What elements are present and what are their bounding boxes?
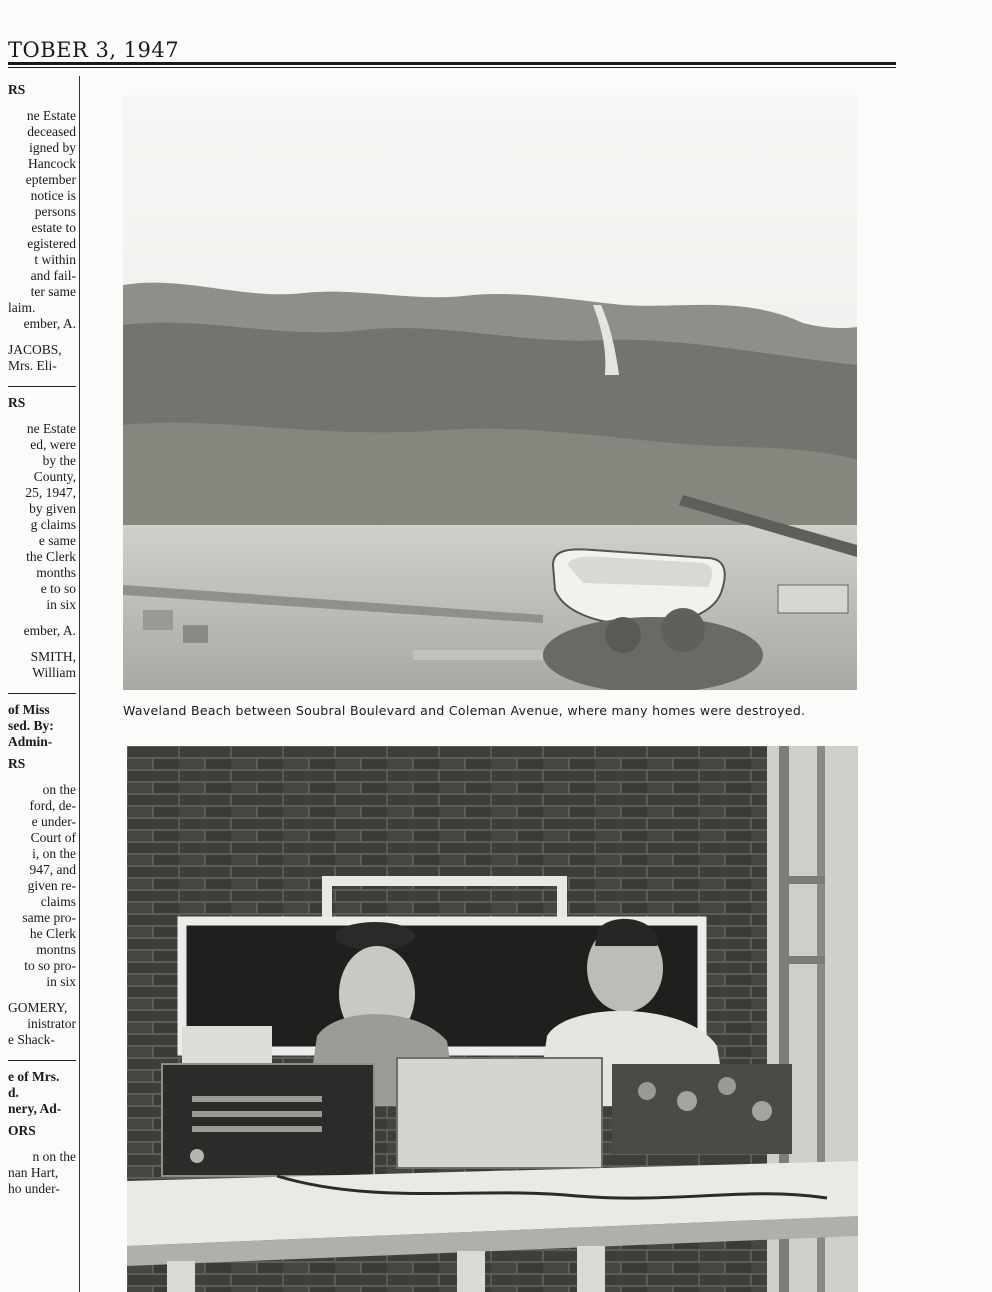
notice-line: ho under- bbox=[8, 1181, 60, 1196]
notice-title-line: Admin- bbox=[8, 734, 53, 749]
notice-line: e Shack- bbox=[8, 1032, 55, 1047]
notice-title-line: sed. By: bbox=[8, 718, 54, 733]
notice-line: Mrs. Eli- bbox=[8, 358, 57, 373]
notice-line: eptember bbox=[25, 172, 76, 187]
notice-line: ter same bbox=[30, 284, 76, 299]
notice-line: montns bbox=[36, 942, 76, 957]
notice-line: egistered bbox=[27, 236, 76, 251]
notice-divider bbox=[8, 386, 76, 387]
notice-line: nan Hart, bbox=[8, 1165, 59, 1180]
notice-line: ford, de- bbox=[29, 798, 76, 813]
notice-spacer bbox=[8, 332, 76, 342]
notice-line: by given bbox=[29, 501, 76, 516]
photo-waveland-beach bbox=[123, 95, 857, 690]
notice-spacer bbox=[8, 639, 76, 649]
notice-line: igned by bbox=[29, 140, 76, 155]
notice-line: inistrator bbox=[27, 1016, 76, 1031]
notice-title-line: e of Mrs. bbox=[8, 1069, 60, 1084]
notice-line: ed, were bbox=[30, 437, 76, 452]
notice-divider bbox=[8, 693, 76, 694]
notice-line: Hancock bbox=[28, 156, 76, 171]
notice-line: William bbox=[32, 665, 76, 680]
notice-line: persons bbox=[34, 204, 76, 219]
notice-line: claims bbox=[40, 894, 76, 909]
legal-notices-column bbox=[8, 76, 76, 1292]
notice-spacer bbox=[8, 613, 76, 623]
notice-line: on the bbox=[42, 782, 76, 797]
notice-line: in six bbox=[46, 597, 76, 612]
notice-line: the Clerk bbox=[26, 549, 76, 564]
notice-line: g claims bbox=[30, 517, 76, 532]
notice-line: to so pro- bbox=[24, 958, 76, 973]
notice-line: Court of bbox=[30, 830, 76, 845]
notice-heading: RS bbox=[8, 395, 26, 410]
notice-line: JACOBS, bbox=[8, 342, 62, 357]
notice-line: e to so bbox=[40, 581, 76, 596]
notice-line: estate to bbox=[31, 220, 76, 235]
notice-line: County, bbox=[33, 469, 76, 484]
notice-line: t within bbox=[34, 252, 76, 267]
notice-line: SMITH, bbox=[30, 649, 76, 664]
notice-line: and fail- bbox=[30, 268, 76, 283]
notice-line: months bbox=[36, 565, 76, 580]
notice-title-line: of Miss bbox=[8, 702, 50, 717]
notice-spacer bbox=[8, 990, 76, 1000]
photo-caption: Waveland Beach between Soubral Boulevard and Coleman Avenue, where many homes were destroyed. bbox=[123, 703, 806, 718]
notice-line: by the bbox=[42, 453, 76, 468]
notice-line: ember, A. bbox=[23, 623, 76, 638]
notice-heading: RS bbox=[8, 756, 26, 771]
notice-line: deceased bbox=[27, 124, 76, 139]
notice-line: 947, and bbox=[29, 862, 76, 877]
notice-line: he Clerk bbox=[29, 926, 76, 941]
notice-line: e same bbox=[38, 533, 76, 548]
notice-line: given re- bbox=[27, 878, 76, 893]
header-rule-thick bbox=[8, 62, 896, 65]
notice-line: ne Estate bbox=[26, 108, 76, 123]
notice-line: ember, A. bbox=[23, 316, 76, 331]
column-rule bbox=[79, 76, 80, 1292]
notice-line: in six bbox=[46, 974, 76, 989]
notice-line: n on the bbox=[32, 1149, 76, 1164]
notice-line: GOMERY, bbox=[8, 1000, 68, 1015]
notice-divider bbox=[8, 1060, 76, 1061]
notice-line: same pro- bbox=[22, 910, 76, 925]
notice-line: notice is bbox=[30, 188, 76, 203]
photo-radio-operators bbox=[127, 746, 858, 1292]
notice-line: i, on the bbox=[32, 846, 76, 861]
header-rule-thin bbox=[8, 67, 896, 68]
notice-line: laim. bbox=[8, 300, 36, 315]
notice-line: e under- bbox=[31, 814, 76, 829]
notice-heading: RS bbox=[8, 82, 26, 97]
dateline: TOBER 3, 1947 bbox=[8, 38, 180, 62]
notice-title-line: d. bbox=[8, 1085, 19, 1100]
notice-line: ne Estate bbox=[26, 421, 76, 436]
notice-title-line: nery, Ad- bbox=[8, 1101, 62, 1116]
notice-heading: ORS bbox=[8, 1123, 36, 1138]
notice-line: 25, 1947, bbox=[25, 485, 76, 500]
